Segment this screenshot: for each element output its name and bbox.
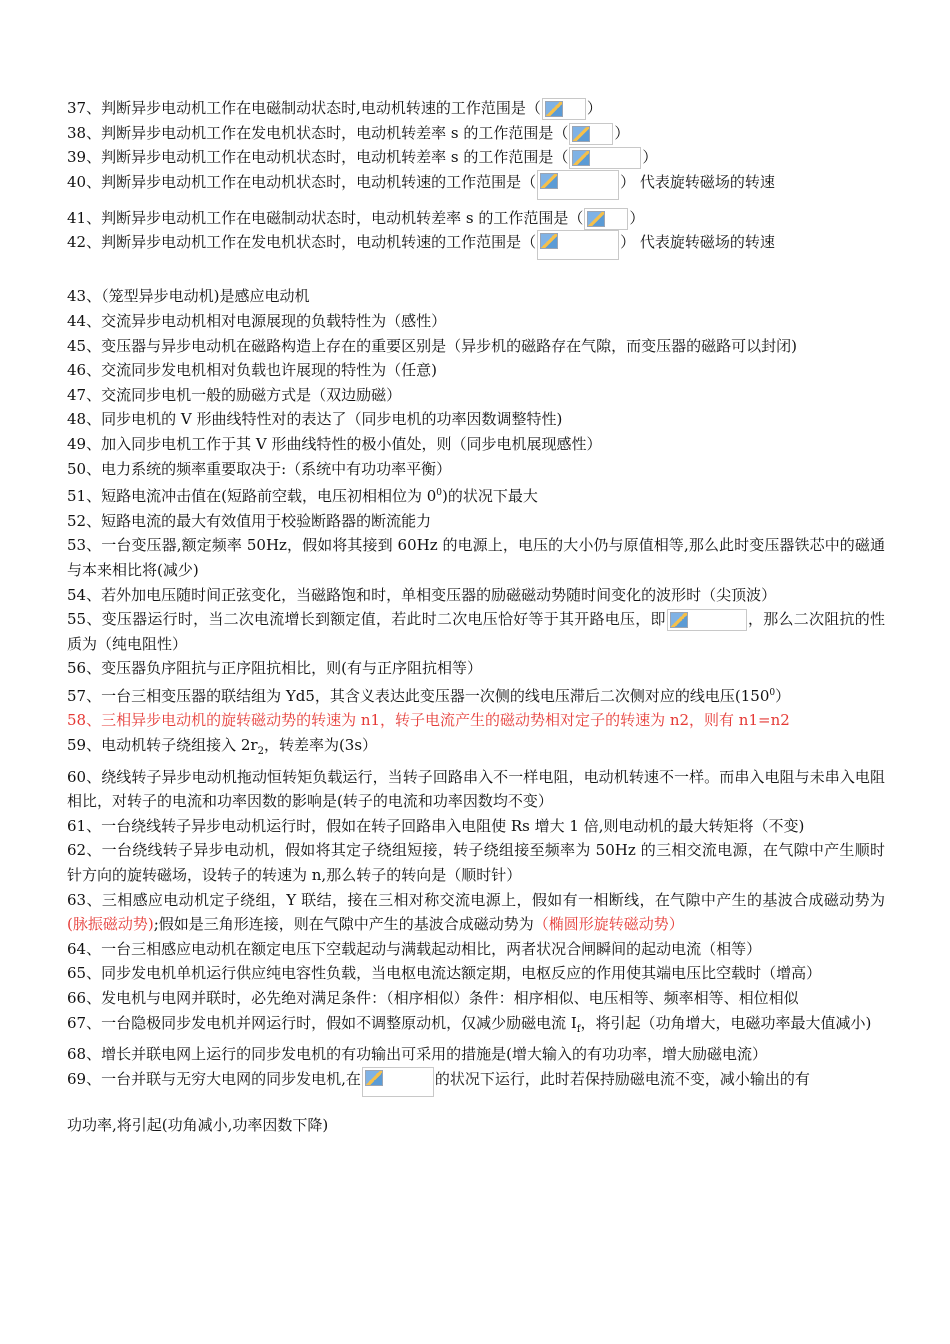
question-69-continuation: 功功率,将引起(功角减小,功率因数下降) — [67, 1115, 329, 1134]
question-49: 49、加入同步电机工作于其 V 形曲线特性的极小值处，则（同步电机展现感性） — [67, 434, 602, 453]
question-64: 64、一台三相感应电动机在额定电压下空载起动与满载起动相比，两者状况合闸瞬间的起动电流（相等） — [67, 939, 762, 958]
question-44: 44、交流异步电动机相对电源展现的负载特性为（感性） — [67, 311, 447, 330]
question-46: 46、交流同步发电机相对负载也许展现的特性为（任意) — [67, 361, 437, 380]
question-60: 60、绕线转子异步电动机拖动恒转矩负载运行，当转子回路串入不一样电阻，电动机转速不一样。而串入电阻与未串入电阻相比，对转子的电流和功率因数的影响是(转子的电流和功率因数均不变） — [67, 767, 885, 811]
question-68: 68、增长并联电网上运行的同步发电机的有功输出可采用的措施是(增大输入的有功功率，增大励磁电流） — [67, 1045, 767, 1064]
question-37: 37、判断异步电动机工作在电磁制动状态时,电动机转速的工作范围是（ ） — [67, 96, 885, 121]
question-63: 63、三相感应电动机定子绕组，Y 联结，接在三相对称交流电源上，假如有一相断线，在气隙中产生的基波合成磁动势为(脉振磁动势);假如是三角形连接，则在气隙中产生的基波合成磁动势为（椭圆形旋转磁动势） — [67, 890, 885, 934]
question-55: 55、变压器运行时，当二次电流增长到额定值，若此时二次电压恰好等于其开路电压，即 ，那么二次阻抗的性质为（纯电阻性） — [67, 610, 885, 653]
formula-image-icon — [542, 98, 586, 120]
question-50: 50、电力系统的频率重要取决于:（系统中有功功率平衡） — [67, 459, 452, 478]
formula-image-icon — [667, 609, 747, 631]
question-39: 39、判断异步电动机工作在电动机状态时，电动机转差率 s 的工作范围是（ ） — [67, 145, 885, 170]
question-43: 43、（笼型异步电动机)是感应电动机 — [67, 287, 310, 306]
question-56: 56、变压器负序阻抗与正序阻抗相比，则(有与正序阻抗相等） — [67, 659, 482, 678]
question-65: 65、同步发电机单机运行供应纯电容性负载，当电枢电流达额定期，电枢反应的作用使其端电压比空载时（增高） — [67, 964, 822, 983]
question-58: 58、三相异步电动机的旋转磁动势的转速为 n1，转子电流产生的磁动势相对定子的转速为 n2，则有 n1=n2 — [67, 711, 790, 730]
question-61: 61、一台绕线转子异步电动机运行时，假如在转子回路串入电阻使 Rs 增大 1 倍,则电动机的最大转矩将（不变) — [67, 816, 805, 835]
question-62: 62、一台绕线转子异步电动机，假如将其定子绕组短接，转子绕组接至频率为 50Hz 的三相交流电源，在气隙中产生顺时针方向的旋转磁场，设转子的转速为 n,那么转子的转向是（顺时针） — [67, 841, 885, 885]
question-51: 51、短路电流冲击值在(短路前空载，电压初相相位为 $0^0$)的状况下最大 — [67, 487, 538, 506]
question-69: 69、一台并联与无穷大电网的同步发电机,在 的状况下运行，此时若保持励磁电流不变，减小输出的有 — [67, 1067, 885, 1113]
document-page — [67, 96, 885, 1137]
formula-image-icon — [584, 208, 628, 230]
formula-image-icon — [537, 230, 619, 260]
question-66: 66、发电机与电网并联时，必先绝对满足条件：（相序相似）条件：相序相似、电压相等、频率相等、相位相似 — [67, 989, 799, 1007]
spacer — [67, 266, 885, 284]
question-47: 47、交流同步电机一般的励磁方式是（双边励磁） — [67, 385, 402, 404]
question-67: 67、一台隐极同步发电机并网运行时，假如不调整原动机，仅减少励磁电流 $I_f$，将引起（功角增大，电磁功率最大值减小) — [67, 1013, 872, 1035]
question-38: 38、判断异步电动机工作在发电机状态时，电动机转差率 s 的工作范围是（ ） — [67, 121, 885, 146]
question-42: 42、判断异步电动机工作在发电机状态时，电动机转速的工作范围是（ ） 代表旋转磁场的转速 — [67, 230, 885, 266]
question-41: 41、判断异步电动机工作在电磁制动状态时，电动机转差率 s 的工作范围是（ ） — [67, 206, 885, 231]
formula-image-icon — [537, 170, 619, 200]
question-53: 53、一台变压器,额定频率 50Hz，假如将其接到 60Hz 的电源上，电压的大小仍与原值相等,那么此时变压器铁芯中的磁通与本来相比将(减少) — [67, 536, 885, 579]
question-48: 48、同步电机的 V 形曲线特性对的表达了（同步电机的功率因数调整特性) — [67, 410, 563, 429]
formula-image-icon — [569, 147, 641, 169]
question-45: 45、变压器与异步电动机在磁路构造上存在的重要区别是（异步机的磁路存在气隙，而变压器的磁路可以封闭) — [67, 336, 797, 355]
formula-image-icon — [362, 1067, 434, 1097]
question-40: 40、判断异步电动机工作在电动机状态时，电动机转速的工作范围是（ ） 代表旋转磁场的转速 — [67, 170, 885, 206]
question-54: 54、若外加电压随时间正弦变化，当磁路饱和时，单相变压器的励磁磁动势随时间变化的波形时（尖顶波） — [67, 585, 777, 604]
formula-image-icon — [569, 123, 613, 145]
question-59: 59、电动机转子绕组接入 $2r_2$，转差率为(3s） — [67, 736, 378, 758]
question-57: 57、一台三相变压器的联结组为 Yd5，其含义表达此变压器一次侧的线电压滞后二次侧对应的线电压$(150^0)$ — [67, 686, 791, 705]
question-52: 52、短路电流的最大有效值用于校验断路器的断流能力 — [67, 511, 432, 530]
